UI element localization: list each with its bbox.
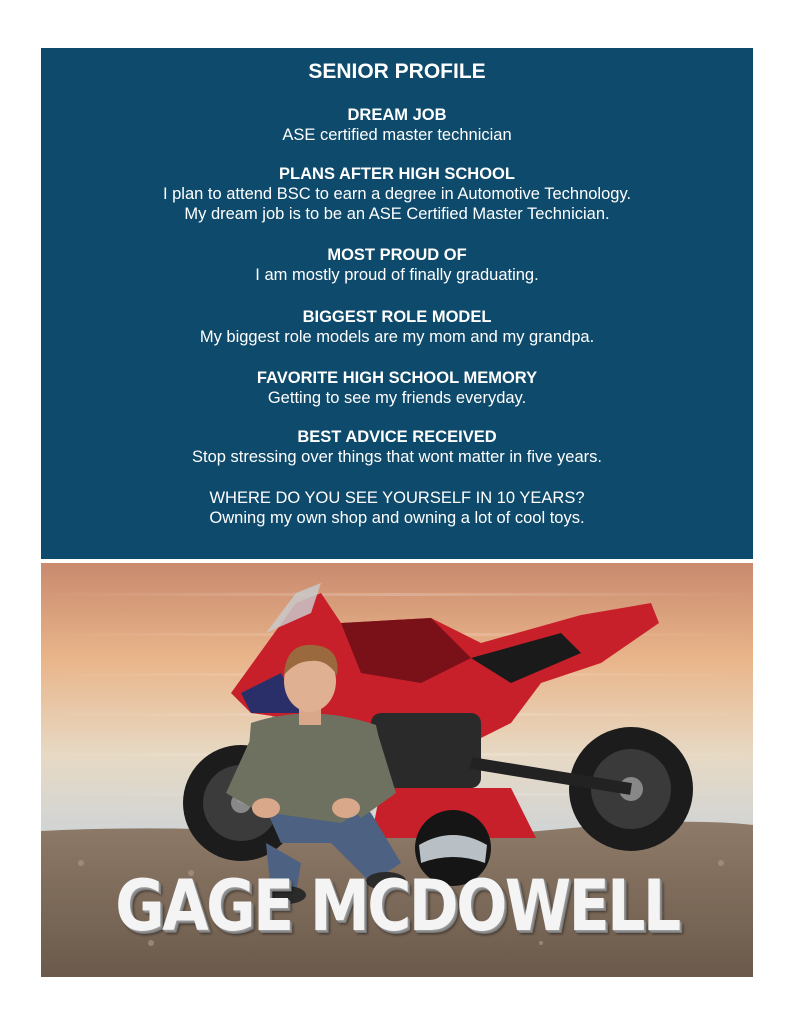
section-answer: I am mostly proud of finally graduating.: [255, 266, 539, 284]
section-heading: DREAM JOB: [347, 106, 447, 124]
section-answer: Stop stressing over things that wont matter in five years.: [192, 448, 602, 466]
profile-title: SENIOR PROFILE: [308, 60, 486, 83]
section-heading: PLANS AFTER HIGH SCHOOL: [279, 165, 515, 183]
section-answer: I plan to attend BSC to earn a degree in Automotive Technology.: [162, 185, 632, 203]
student-name: GAGE MCDOWELL: [115, 865, 679, 947]
section-answer: ASE certified master technician: [282, 126, 512, 144]
senior-profile-panel: [41, 48, 753, 559]
section-ten-years: [41, 488, 753, 528]
section-answer: My biggest role models are my mom and my grandpa.: [199, 328, 595, 346]
section-best-advice: [41, 427, 753, 467]
senior-photo: [41, 563, 753, 977]
section-answer: My dream job is to be an ASE Certified Master Technician.: [184, 205, 610, 223]
section-heading: BEST ADVICE RECEIVED: [297, 428, 497, 446]
section-biggest-role-model: [41, 307, 753, 347]
section-answer: Getting to see my friends everyday.: [267, 389, 527, 407]
section-heading: MOST PROUD OF: [327, 246, 467, 264]
section-most-proud-of: [41, 245, 753, 285]
section-heading: WHERE DO YOU SEE YOURSELF IN 10 YEARS?: [209, 489, 585, 507]
section-answer: Owning my own shop and owning a lot of cool toys.: [209, 509, 585, 527]
section-heading: BIGGEST ROLE MODEL: [302, 308, 492, 326]
section-heading: FAVORITE HIGH SCHOOL MEMORY: [256, 369, 538, 387]
section-favorite-memory: [41, 368, 753, 408]
section-dream-job: [41, 105, 753, 145]
section-plans-after-high-school: [41, 164, 753, 224]
